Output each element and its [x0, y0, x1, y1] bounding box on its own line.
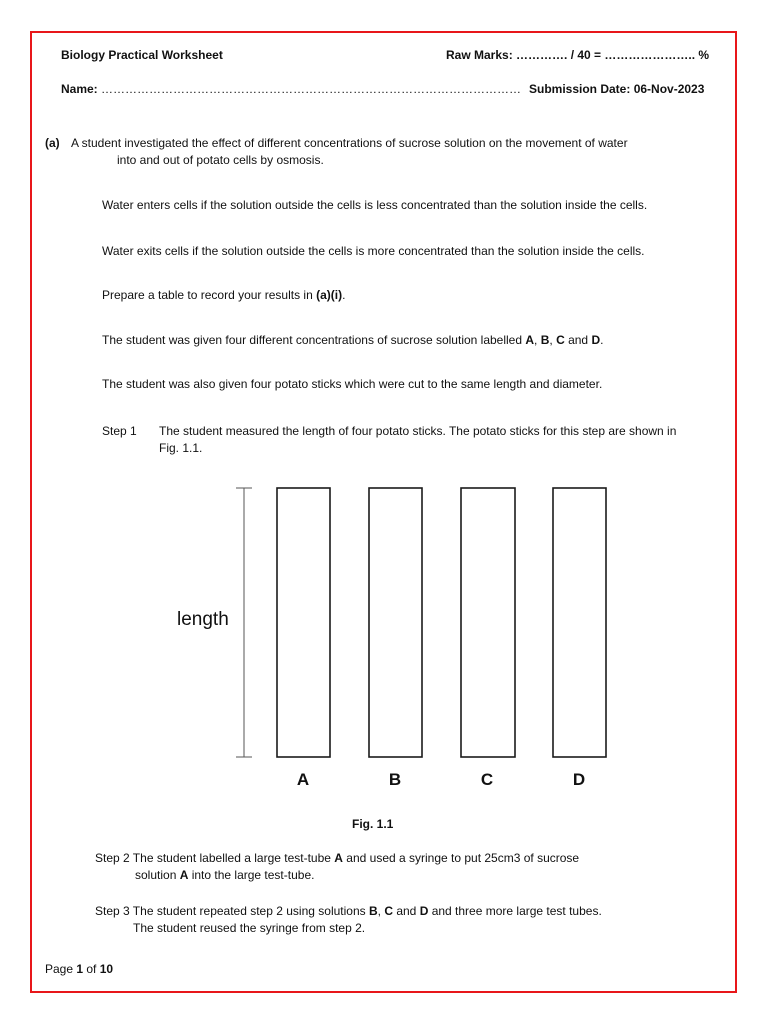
raw-marks-value: …………. / 40 = ………………….. %: [512, 48, 710, 62]
prepare-table-text: Prepare a table to record your results in: [102, 288, 317, 302]
step2-line-2: [135, 867, 314, 883]
name-blank: ……………………………………………………………………………………………: [97, 82, 522, 96]
prepare-table-paragraph: [102, 287, 345, 303]
solution-label-c: C: [556, 333, 565, 347]
step1-label: Step 1: [102, 424, 137, 438]
part-label: (a): [45, 136, 60, 150]
intro-line-1: A student investigated the effect of different concentrations of sucrose solution on the movement of water: [71, 136, 628, 150]
name-field: [61, 81, 521, 97]
step2-text: Step 2 The student labelled a large test-tube: [95, 851, 335, 865]
table-reference: (a)(i): [316, 288, 343, 302]
name-label: Name:: [61, 82, 98, 96]
solution-label-a: A: [179, 868, 189, 882]
current-page: 1: [76, 962, 84, 976]
submission-date: [529, 81, 704, 97]
solution-label-b: B: [540, 333, 550, 347]
conjunction: and: [564, 333, 592, 347]
step1-line-2: Fig. 1.1.: [159, 441, 203, 455]
step3-line-2: The student reused the syringe from step 2.: [133, 921, 366, 935]
step3-text: Step 3 The student repeated step 2 using solutions: [95, 904, 369, 918]
raw-marks-label: Raw Marks:: [446, 48, 513, 62]
stick-label-a: A: [296, 770, 310, 789]
length-label: length: [177, 609, 229, 630]
solution-label-b: B: [368, 904, 378, 918]
step2-text: solution: [135, 868, 180, 882]
step2-text-end: into the large test-tube.: [188, 868, 315, 882]
separator: ,: [549, 333, 557, 347]
separator: ,: [377, 904, 385, 918]
of-word: of: [83, 962, 100, 976]
step3-text-end: and three more large test tubes.: [428, 904, 602, 918]
water-enters-paragraph: Water enters cells if the solution outside the cells is less concentrated than the solution inside the cells.: [102, 198, 648, 212]
page-number: [45, 961, 113, 977]
page-word: Page: [45, 962, 77, 976]
page-border: [30, 31, 737, 993]
solution-label-c: C: [384, 904, 393, 918]
raw-marks: [446, 47, 709, 63]
submission-value: 06-Nov-2023: [630, 82, 705, 96]
stick-label-c: C: [480, 770, 494, 789]
intro-line-2: into and out of potato cells by osmosis.: [117, 153, 324, 167]
stick-label-b: B: [388, 770, 402, 789]
solution-label-a: A: [525, 333, 535, 347]
period: .: [600, 333, 604, 347]
step2-text-end: and used a syringe to put 25cm3 of sucrose: [342, 851, 580, 865]
prepare-table-period: .: [342, 288, 346, 302]
step1-line-1: The student measured the length of four potato sticks. The potato sticks for this step are shown in: [159, 424, 677, 438]
water-exits-paragraph: Water exits cells if the solution outside the cells is more concentrated than the solution inside the cells.: [102, 244, 645, 258]
total-pages: 10: [99, 962, 114, 976]
solutions-given-paragraph: [102, 332, 603, 348]
step3-line-1: [95, 903, 602, 919]
solution-label-d: D: [591, 333, 601, 347]
conjunction: and: [392, 904, 420, 918]
stick-label-d: D: [572, 770, 586, 789]
separator: ,: [534, 333, 541, 347]
worksheet-title: Biology Practical Worksheet: [61, 48, 223, 62]
tube-label-a: A: [334, 851, 343, 865]
submission-label: Submission Date:: [529, 82, 631, 96]
step2-line-1: [95, 850, 579, 866]
potato-sticks-paragraph: The student was also given four potato sticks which were cut to the same length and diameter.: [102, 377, 603, 391]
solutions-given-text: The student was given four different concentrations of sucrose solution labelled: [102, 333, 526, 347]
solution-label-d: D: [419, 904, 429, 918]
figure-caption: Fig. 1.1: [352, 817, 394, 831]
